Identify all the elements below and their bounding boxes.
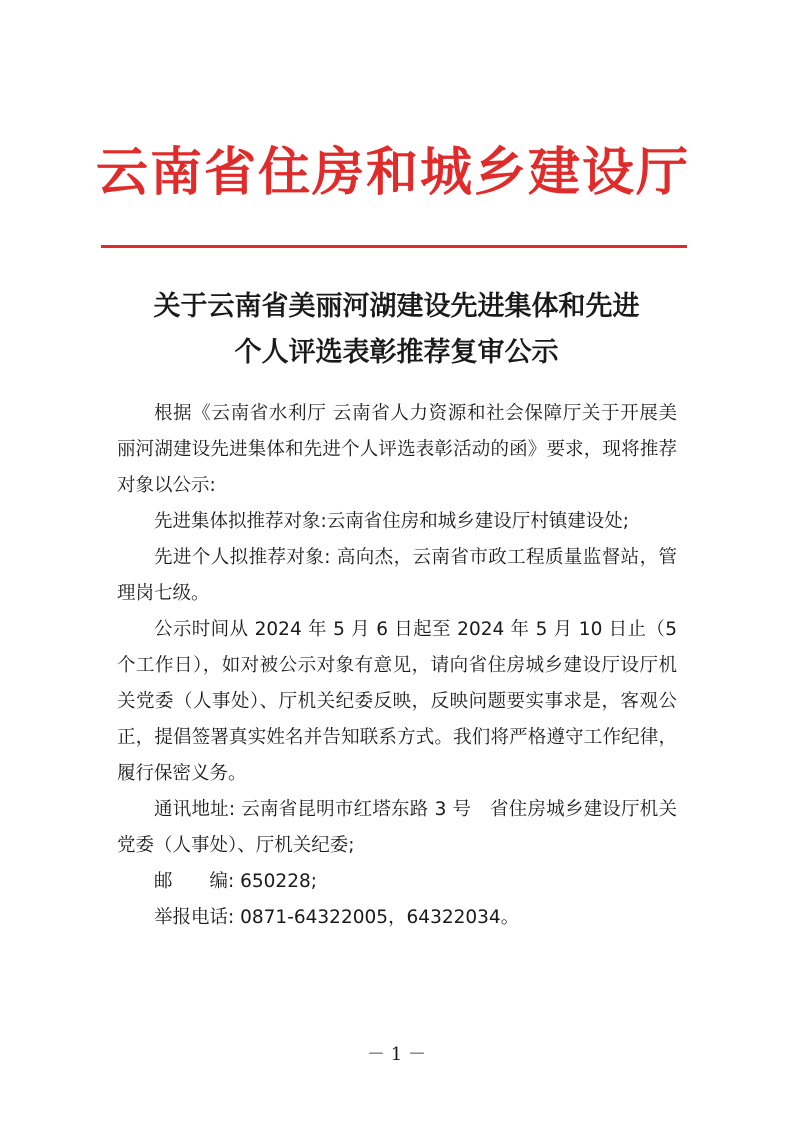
notice-title — [90, 284, 703, 376]
paragraph-postal-code: 邮 编: 650228; — [154, 871, 317, 892]
notice-title-line-2: 个人评选表彰推荐复审公示 — [234, 337, 559, 368]
notice-title-line-1: 关于云南省美丽河湖建设先进集体和先进 — [153, 291, 640, 322]
paragraph-publicity-period: 公示时间从 2024 年 5 月 6 日起至 2024 年 5 月 10 日止（5 个工作日），如对被公示对象有意见，请向省住房城乡建设厅设厅机关党委（人事处）、厅机关纪委反映，反映问题要实事求是，客观公正，提倡签署真实姓名并告知联系方式。我们将严格遵守工作纪律，履行保密义务。 — [117, 619, 677, 784]
page-number: － 1 － — [367, 1044, 426, 1065]
notice-body — [117, 396, 677, 936]
paragraph-individual-nominee: 先进个人拟推荐对象: 高向杰，云南省市政工程质量监督站，管理岗七级。 — [117, 547, 677, 604]
red-divider — [101, 245, 687, 248]
org-header: 云南省住房和城乡建设厅 — [96, 142, 691, 203]
paragraph-mailing-address: 通讯地址: 云南省昆明市红塔东路 3 号 省住房城乡建设厅机关党委（人事处）、厅机关纪委; — [117, 799, 677, 856]
paragraph-collective-nominee: 先进集体拟推荐对象:云南省住房和城乡建设厅村镇建设处; — [154, 511, 629, 532]
paragraph-report-phone: 举报电话: 0871-64322005，64322034。 — [154, 907, 520, 928]
paragraph-basis: 根据《云南省水利厅 云南省人力资源和社会保障厅关于开展美丽河湖建设先进集体和先进个人评选表彰活动的函》要求，现将推荐对象以公示: — [117, 403, 677, 496]
